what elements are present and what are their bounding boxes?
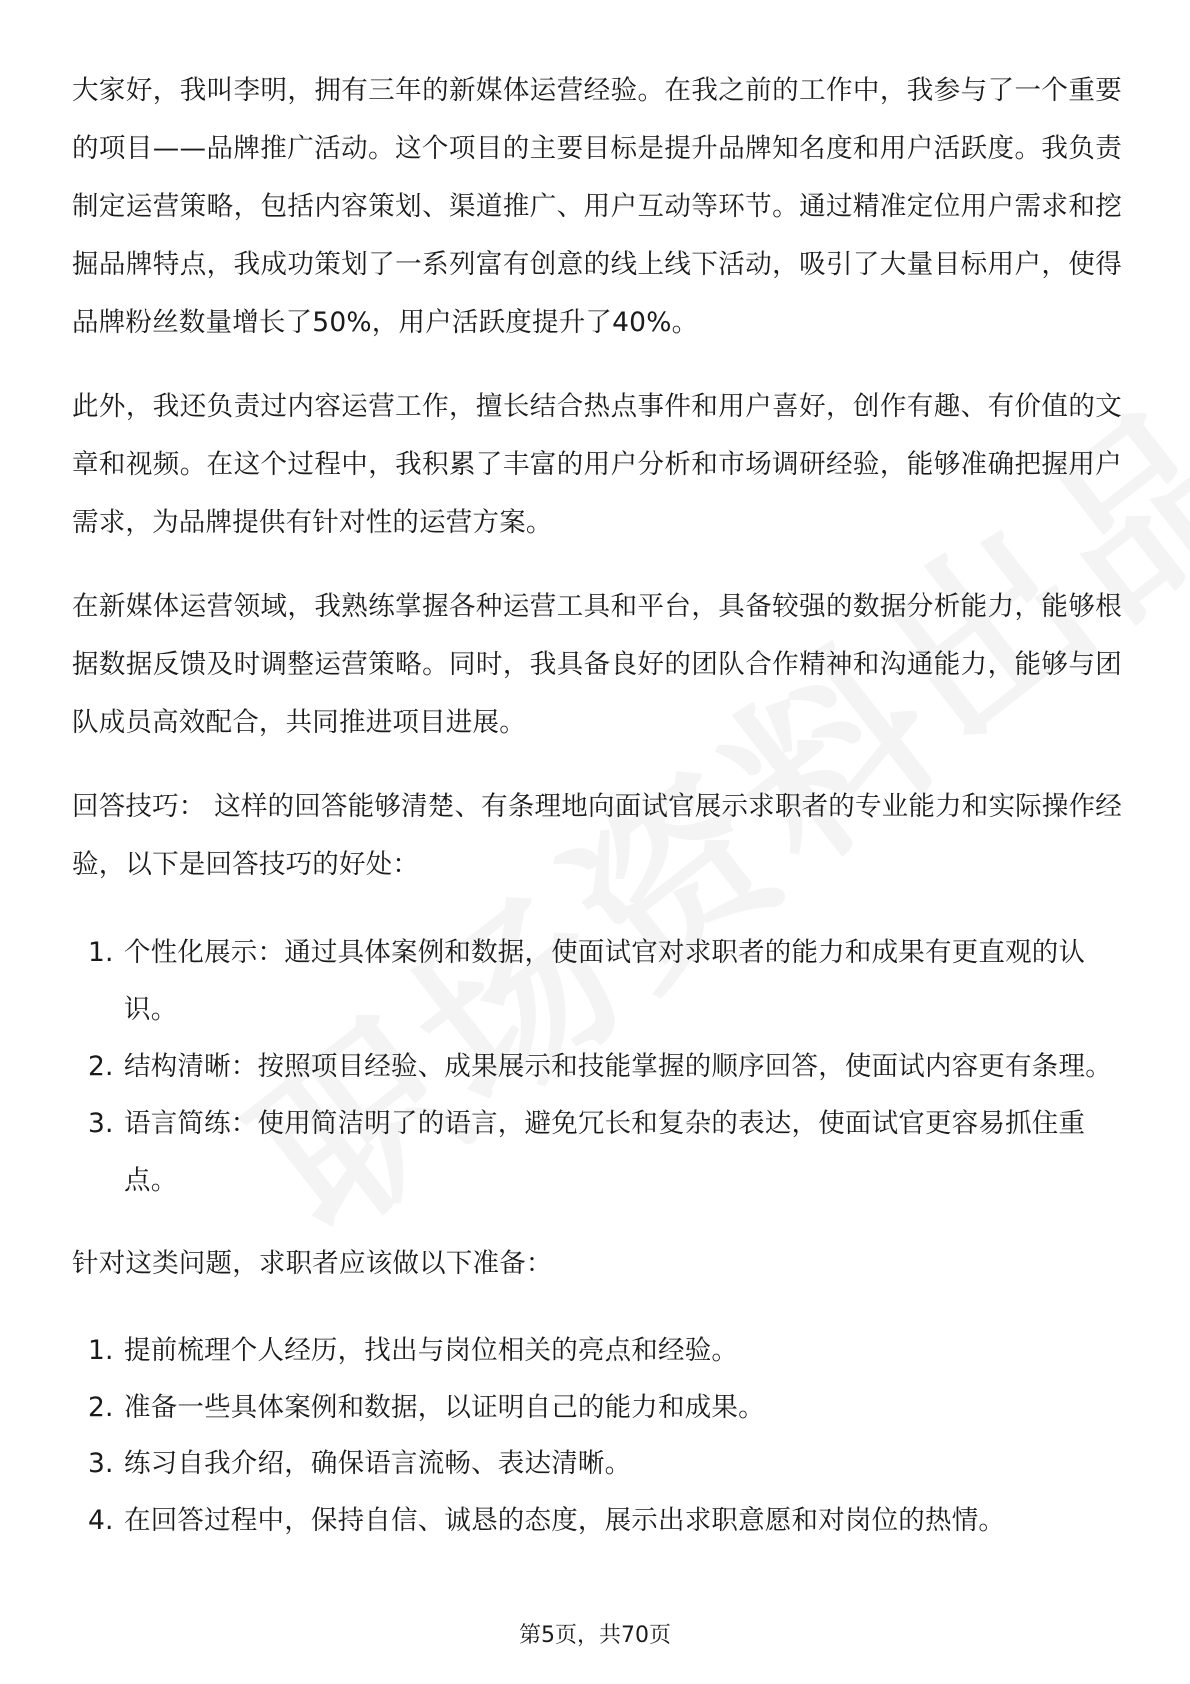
page-number: 第5页，共70页 [519,1623,671,1648]
list-item-number: 4. [88,1504,114,1536]
document-body [72,62,1122,1575]
list-item-text: 准备一些具体案例和数据，以证明自己的能力和成果。 [124,1391,765,1423]
list-item [72,1493,1122,1550]
page-footer [0,1618,1190,1649]
list-item-number: 2. [88,1391,114,1423]
paragraph-intro: 大家好，我叫李明，拥有三年的新媒体运营经验。在我之前的工作中，我参与了一个重要的项目——品牌推广活动。这个项目的主要目标是提升品牌知名度和用户活跃度。我负责制定运营策略，包括内容策划、渠道推广、用户互动等环节。通过精准定位用户需求和挖掘品牌特点，我成功策划了一系列富有创意的线上线下活动，吸引了大量目标用户，使得品牌粉丝数量增长了50%，用户活跃度提升了40%。 [72,75,1122,338]
list-item [72,1436,1122,1493]
list-item-text: 在回答过程中，保持自信、诚恳的态度，展示出求职意愿和对岗位的热情。 [124,1504,1006,1536]
paragraph-skills: 在新媒体运营领域，我熟练掌握各种运营工具和平台，具备较强的数据分析能力，能够根据数据反馈及时调整运营策略。同时，我具备良好的团队合作精神和沟通能力，能够与团队成员高效配合，共同推进项目进展。 [72,591,1122,738]
list-item [72,1380,1122,1437]
list-item-number: 1. [88,937,114,968]
list-item-number: 3. [88,1108,114,1139]
tips-list [72,924,1122,1209]
list-item-text: 练习自我介绍，确保语言流畅、表达清晰。 [124,1448,632,1479]
list-item-text: 提前梳理个人经历，找出与岗位相关的亮点和经验。 [124,1335,739,1366]
paragraph-prep-intro: 针对这类问题，求职者应该做以下准备： [72,1248,553,1279]
list-item-text: 个性化展示：通过具体案例和数据，使面试官对求职者的能力和成果有更直观的认识。 [124,937,1086,1025]
list-item-text: 语言简练：使用简洁明了的语言，避免冗长和复杂的表达，使面试官更容易抓住重点。 [124,1108,1086,1196]
list-item-text: 结构清晰：按照项目经验、成果展示和技能掌握的顺序回答，使面试内容更有条理。 [124,1051,1112,1082]
paragraph-answer-tips: 回答技巧： 这样的回答能够清楚、有条理地向面试官展示求职者的专业能力和实际操作经验，以下是回答技巧的好处： [72,791,1122,880]
list-item-number: 3. [88,1448,114,1479]
list-item [72,1323,1122,1380]
paragraph-content-ops: 此外，我还负责过内容运营工作，擅长结合热点事件和用户喜好，创作有趣、有价值的文章和视频。在这个过程中，我积累了丰富的用户分析和市场调研经验，能够准确把握用户需求，为品牌提供有针对性的运营方案。 [72,391,1122,538]
prep-list [72,1323,1122,1549]
list-item [72,924,1122,1038]
list-item [72,1095,1122,1209]
list-item [72,1038,1122,1095]
list-item-number: 1. [88,1335,114,1366]
list-item-number: 2. [88,1051,114,1082]
